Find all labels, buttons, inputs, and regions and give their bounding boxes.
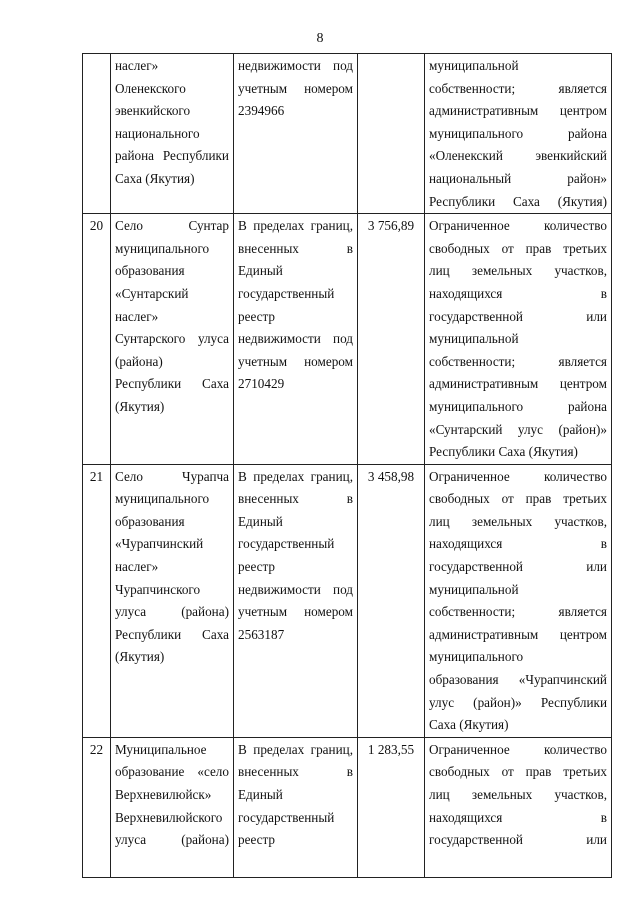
- settlement-name-line: улуса (района): [115, 604, 229, 620]
- boundaries-line: внесенных в: [238, 764, 353, 780]
- note-line: находящихся в: [429, 536, 607, 552]
- row-number: 22: [83, 737, 111, 877]
- note-line: находящихся в: [429, 285, 607, 301]
- boundaries-line: недвижимости под: [238, 581, 353, 597]
- row-number: [83, 54, 111, 214]
- note-line: Ограниченное количество: [429, 741, 607, 757]
- settlement-name-line: Село Сунтар: [115, 218, 229, 234]
- boundaries-description: [234, 737, 358, 877]
- note-line: национальный район»: [429, 170, 607, 186]
- boundaries-line: реестр: [238, 559, 276, 575]
- note-line: образования «Чурапчинский: [429, 672, 607, 688]
- table-row: [83, 54, 612, 214]
- row-number: 21: [83, 464, 111, 737]
- boundaries-line: государственный: [238, 809, 335, 825]
- settlement-name-line: (района): [115, 353, 163, 369]
- boundaries-line: Единый: [238, 513, 283, 529]
- land-plots-table: [82, 53, 612, 878]
- table-row: [83, 464, 612, 737]
- note-line: собственности; является: [429, 80, 607, 96]
- note-line: улус (район)» Республики: [429, 694, 607, 710]
- settlement-name-line: Муниципальное: [115, 741, 207, 757]
- settlement-name-line: улуса (района): [115, 832, 229, 848]
- note-text: [425, 54, 612, 214]
- settlement-name: [111, 214, 234, 465]
- note-line: «Оленекский эвенкийский: [429, 148, 607, 164]
- boundaries-line: 2394966: [238, 103, 285, 119]
- settlement-name-line: Саха (Якутия): [115, 170, 195, 186]
- note-line: Саха (Якутия): [429, 717, 509, 733]
- settlement-name-line: муниципального: [115, 491, 210, 507]
- note-line: свободных от прав третьих: [429, 240, 607, 256]
- row-number: 20: [83, 214, 111, 465]
- table-row: [83, 737, 612, 877]
- settlement-name-line: (Якутия): [115, 398, 165, 414]
- settlement-name-line: «Сунтарский: [115, 285, 189, 301]
- note-line: Республики Саха (Якутия): [429, 444, 578, 460]
- settlement-name-line: эвенкийского: [115, 103, 191, 119]
- note-line: лиц земельных участков,: [429, 513, 607, 529]
- boundaries-line: 2563187: [238, 626, 285, 642]
- note-line: административным центром: [429, 376, 607, 392]
- boundaries-line: Единый: [238, 787, 283, 802]
- note-line: свободных от прав третьих: [429, 764, 607, 780]
- settlement-name-line: Верхневилюйск»: [115, 787, 212, 802]
- settlement-name-line: наслег»: [115, 559, 159, 575]
- table-row: [83, 214, 612, 465]
- area-value: 1 283,55: [358, 737, 425, 877]
- page-number: 8: [316, 31, 324, 46]
- note-line: собственности; является: [429, 604, 607, 620]
- boundaries-line: В пределах границ,: [238, 218, 353, 234]
- note-line: Ограниченное количество: [429, 468, 607, 484]
- note-line: государственной или: [429, 832, 607, 848]
- boundaries-line: реестр: [238, 308, 276, 324]
- boundaries-line: 2710429: [238, 376, 285, 392]
- note-line: лиц земельных участков,: [429, 787, 607, 802]
- note-line: государственной или: [429, 308, 607, 324]
- settlement-name: [111, 464, 234, 737]
- boundaries-description: [234, 464, 358, 737]
- settlement-name-line: Село Чурапча: [115, 468, 229, 484]
- settlement-name-line: образования: [115, 513, 185, 529]
- boundaries-line: учетным номером: [238, 353, 353, 369]
- note-line: «Сунтарский улус (район)»: [429, 421, 607, 437]
- note-line: муниципального: [429, 649, 524, 665]
- note-text: [425, 464, 612, 737]
- note-line: Республики Саха (Якутия): [429, 193, 607, 209]
- settlement-name-line: муниципального: [115, 240, 210, 256]
- settlement-name-line: Сунтарского улуса: [115, 331, 229, 347]
- boundaries-line: учетным номером: [238, 80, 353, 96]
- area-value: 3 756,89: [358, 214, 425, 465]
- settlement-name-line: «Чурапчинский: [115, 536, 204, 552]
- settlement-name: [111, 737, 234, 877]
- settlement-name-line: Оленекского: [115, 80, 186, 96]
- settlement-name-line: Чурапчинского: [115, 581, 201, 597]
- boundaries-line: недвижимости под: [238, 331, 353, 347]
- note-line: находящихся в: [429, 809, 607, 825]
- settlement-name-line: Республики Саха: [115, 626, 229, 642]
- settlement-name-line: образование «село: [115, 764, 229, 780]
- area-value: 3 458,98: [358, 464, 425, 737]
- boundaries-line: недвижимости под: [238, 58, 353, 73]
- boundaries-description: [234, 214, 358, 465]
- note-line: государственной или: [429, 559, 607, 575]
- settlement-name-line: Республики Саха: [115, 376, 229, 392]
- note-line: Ограниченное количество: [429, 218, 607, 234]
- note-line: административным центром: [429, 103, 607, 119]
- boundaries-description: [234, 54, 358, 214]
- settlement-name-line: национального: [115, 125, 200, 141]
- note-text: [425, 214, 612, 465]
- boundaries-line: внесенных в: [238, 491, 353, 507]
- boundaries-line: В пределах границ,: [238, 741, 353, 757]
- note-line: муниципальной: [429, 581, 519, 597]
- boundaries-line: Единый: [238, 263, 283, 279]
- boundaries-line: реестр: [238, 832, 276, 848]
- settlement-name-line: Верхневилюйского: [115, 809, 223, 825]
- boundaries-line: государственный: [238, 285, 335, 301]
- note-line: свободных от прав третьих: [429, 491, 607, 507]
- note-text: [425, 737, 612, 877]
- note-line: собственности; является: [429, 353, 607, 369]
- note-line: административным центром: [429, 626, 607, 642]
- settlement-name-line: наслег»: [115, 308, 159, 324]
- settlement-name: [111, 54, 234, 214]
- area-value: [358, 54, 425, 214]
- boundaries-line: государственный: [238, 536, 335, 552]
- boundaries-line: внесенных в: [238, 240, 353, 256]
- note-line: муниципальной: [429, 331, 519, 347]
- note-line: муниципального района: [429, 125, 607, 141]
- settlement-name-line: района Республики: [115, 148, 229, 164]
- settlement-name-line: (Якутия): [115, 649, 165, 665]
- note-line: муниципального района: [429, 398, 607, 414]
- note-line: муниципальной: [429, 58, 519, 73]
- boundaries-line: В пределах границ,: [238, 468, 353, 484]
- settlement-name-line: наслег»: [115, 58, 159, 73]
- settlement-name-line: образования: [115, 263, 185, 279]
- note-line: лиц земельных участков,: [429, 263, 607, 279]
- boundaries-line: учетным номером: [238, 604, 353, 620]
